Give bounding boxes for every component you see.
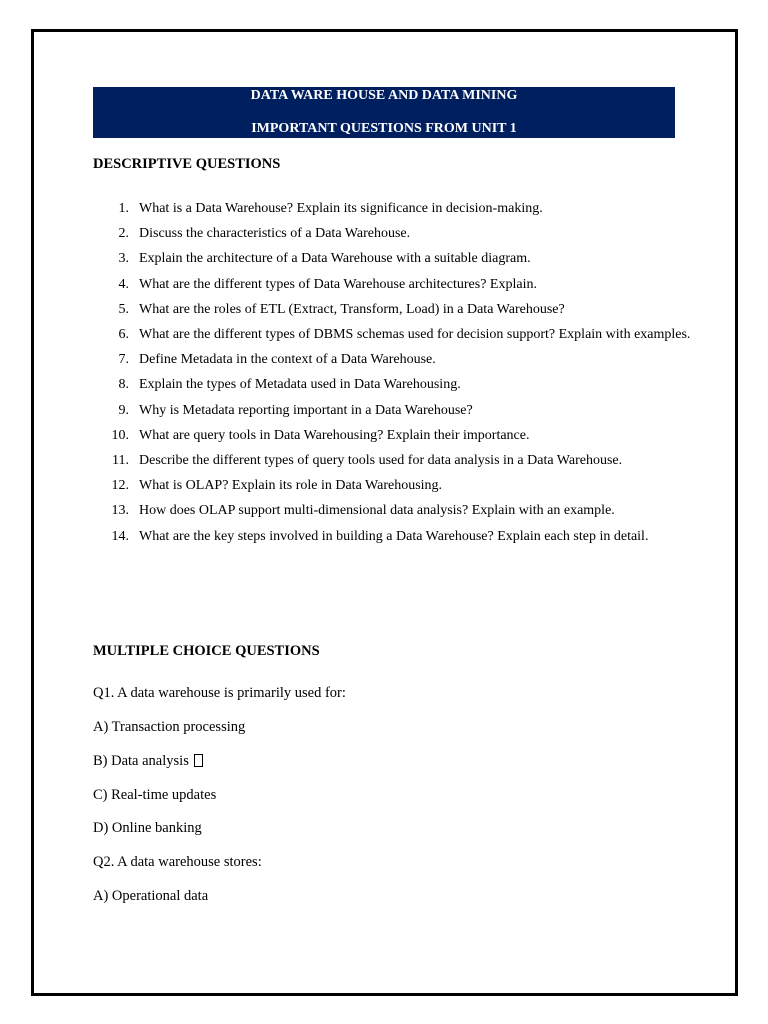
document-title: DATA WARE HOUSE AND DATA MINING xyxy=(250,88,518,103)
question-text: What are the different types of DBMS schemas used for decision support? Explain with examples. xyxy=(139,327,691,343)
question-number: 11. xyxy=(112,453,129,469)
question-text: Define Metadata in the context of a Data Warehouse. xyxy=(139,352,436,368)
descriptive-questions-heading: DESCRIPTIVE QUESTIONS xyxy=(93,156,281,172)
question-text: How does OLAP support multi-dimensional data analysis? Explain with an example. xyxy=(139,503,615,519)
mcq-question-1: Q1. A data warehouse is primarily used for: xyxy=(93,685,346,701)
question-number: 14. xyxy=(111,528,129,544)
question-item xyxy=(93,498,693,523)
question-item xyxy=(93,297,693,322)
question-item xyxy=(93,372,693,397)
question-number: 12. xyxy=(111,478,129,494)
question-number: 2. xyxy=(118,226,129,242)
question-number: 4. xyxy=(118,276,129,292)
question-item xyxy=(93,322,693,347)
answer-mark-icon xyxy=(194,754,203,767)
mcq-q1-option-b-text: B) Data analysis xyxy=(93,753,189,769)
question-item xyxy=(93,524,693,549)
question-item xyxy=(93,246,693,271)
question-number: 5. xyxy=(118,301,129,317)
question-text: What are the different types of Data Warehouse architectures? Explain. xyxy=(139,276,537,292)
question-item xyxy=(93,423,693,448)
title-banner xyxy=(93,87,675,138)
question-item xyxy=(93,272,693,297)
mcq-q1-option-c: C) Real-time updates xyxy=(93,787,217,803)
question-number: 1. xyxy=(118,201,129,216)
descriptive-question-list xyxy=(93,196,693,549)
question-number: 3. xyxy=(118,251,129,267)
question-item xyxy=(93,473,693,498)
document-subtitle: IMPORTANT QUESTIONS FROM UNIT 1 xyxy=(251,121,517,136)
question-text: Describe the different types of query tools used for data analysis in a Data Warehouse. xyxy=(139,453,623,469)
question-item xyxy=(93,221,693,246)
question-number: 13. xyxy=(111,503,129,519)
question-item xyxy=(93,196,693,221)
question-text: What are the roles of ETL (Extract, Transform, Load) in a Data Warehouse? xyxy=(139,301,565,317)
mcq-q1-option-a: A) Transaction processing xyxy=(93,719,246,735)
mcq-q1-option-d: D) Online banking xyxy=(93,820,202,836)
question-number: 8. xyxy=(118,377,129,393)
question-number: 6. xyxy=(118,327,129,343)
mcq-q1-option-b xyxy=(93,752,203,770)
question-text: Explain the types of Metadata used in Data Warehousing. xyxy=(139,377,461,393)
question-text: What are the key steps involved in building a Data Warehouse? Explain each step in detail. xyxy=(139,528,649,544)
question-text: What is a Data Warehouse? Explain its significance in decision-making. xyxy=(139,201,543,216)
question-item xyxy=(93,347,693,372)
question-text: Why is Metadata reporting important in a Data Warehouse? xyxy=(139,402,473,418)
question-item xyxy=(93,448,693,473)
mcq-heading: MULTIPLE CHOICE QUESTIONS xyxy=(93,643,320,659)
mcq-q2-option-a: A) Operational data xyxy=(93,888,209,904)
question-text: Discuss the characteristics of a Data Warehouse. xyxy=(139,226,411,242)
question-text: What is OLAP? Explain its role in Data Warehousing. xyxy=(139,478,443,494)
question-number: 10. xyxy=(111,427,129,443)
question-text: Explain the architecture of a Data Warehouse with a suitable diagram. xyxy=(139,251,531,267)
mcq-question-2: Q2. A data warehouse stores: xyxy=(93,854,262,870)
question-item xyxy=(93,398,693,423)
question-number: 7. xyxy=(118,352,129,368)
question-number: 9. xyxy=(118,402,129,418)
question-text: What are query tools in Data Warehousing? Explain their importance. xyxy=(139,427,530,443)
